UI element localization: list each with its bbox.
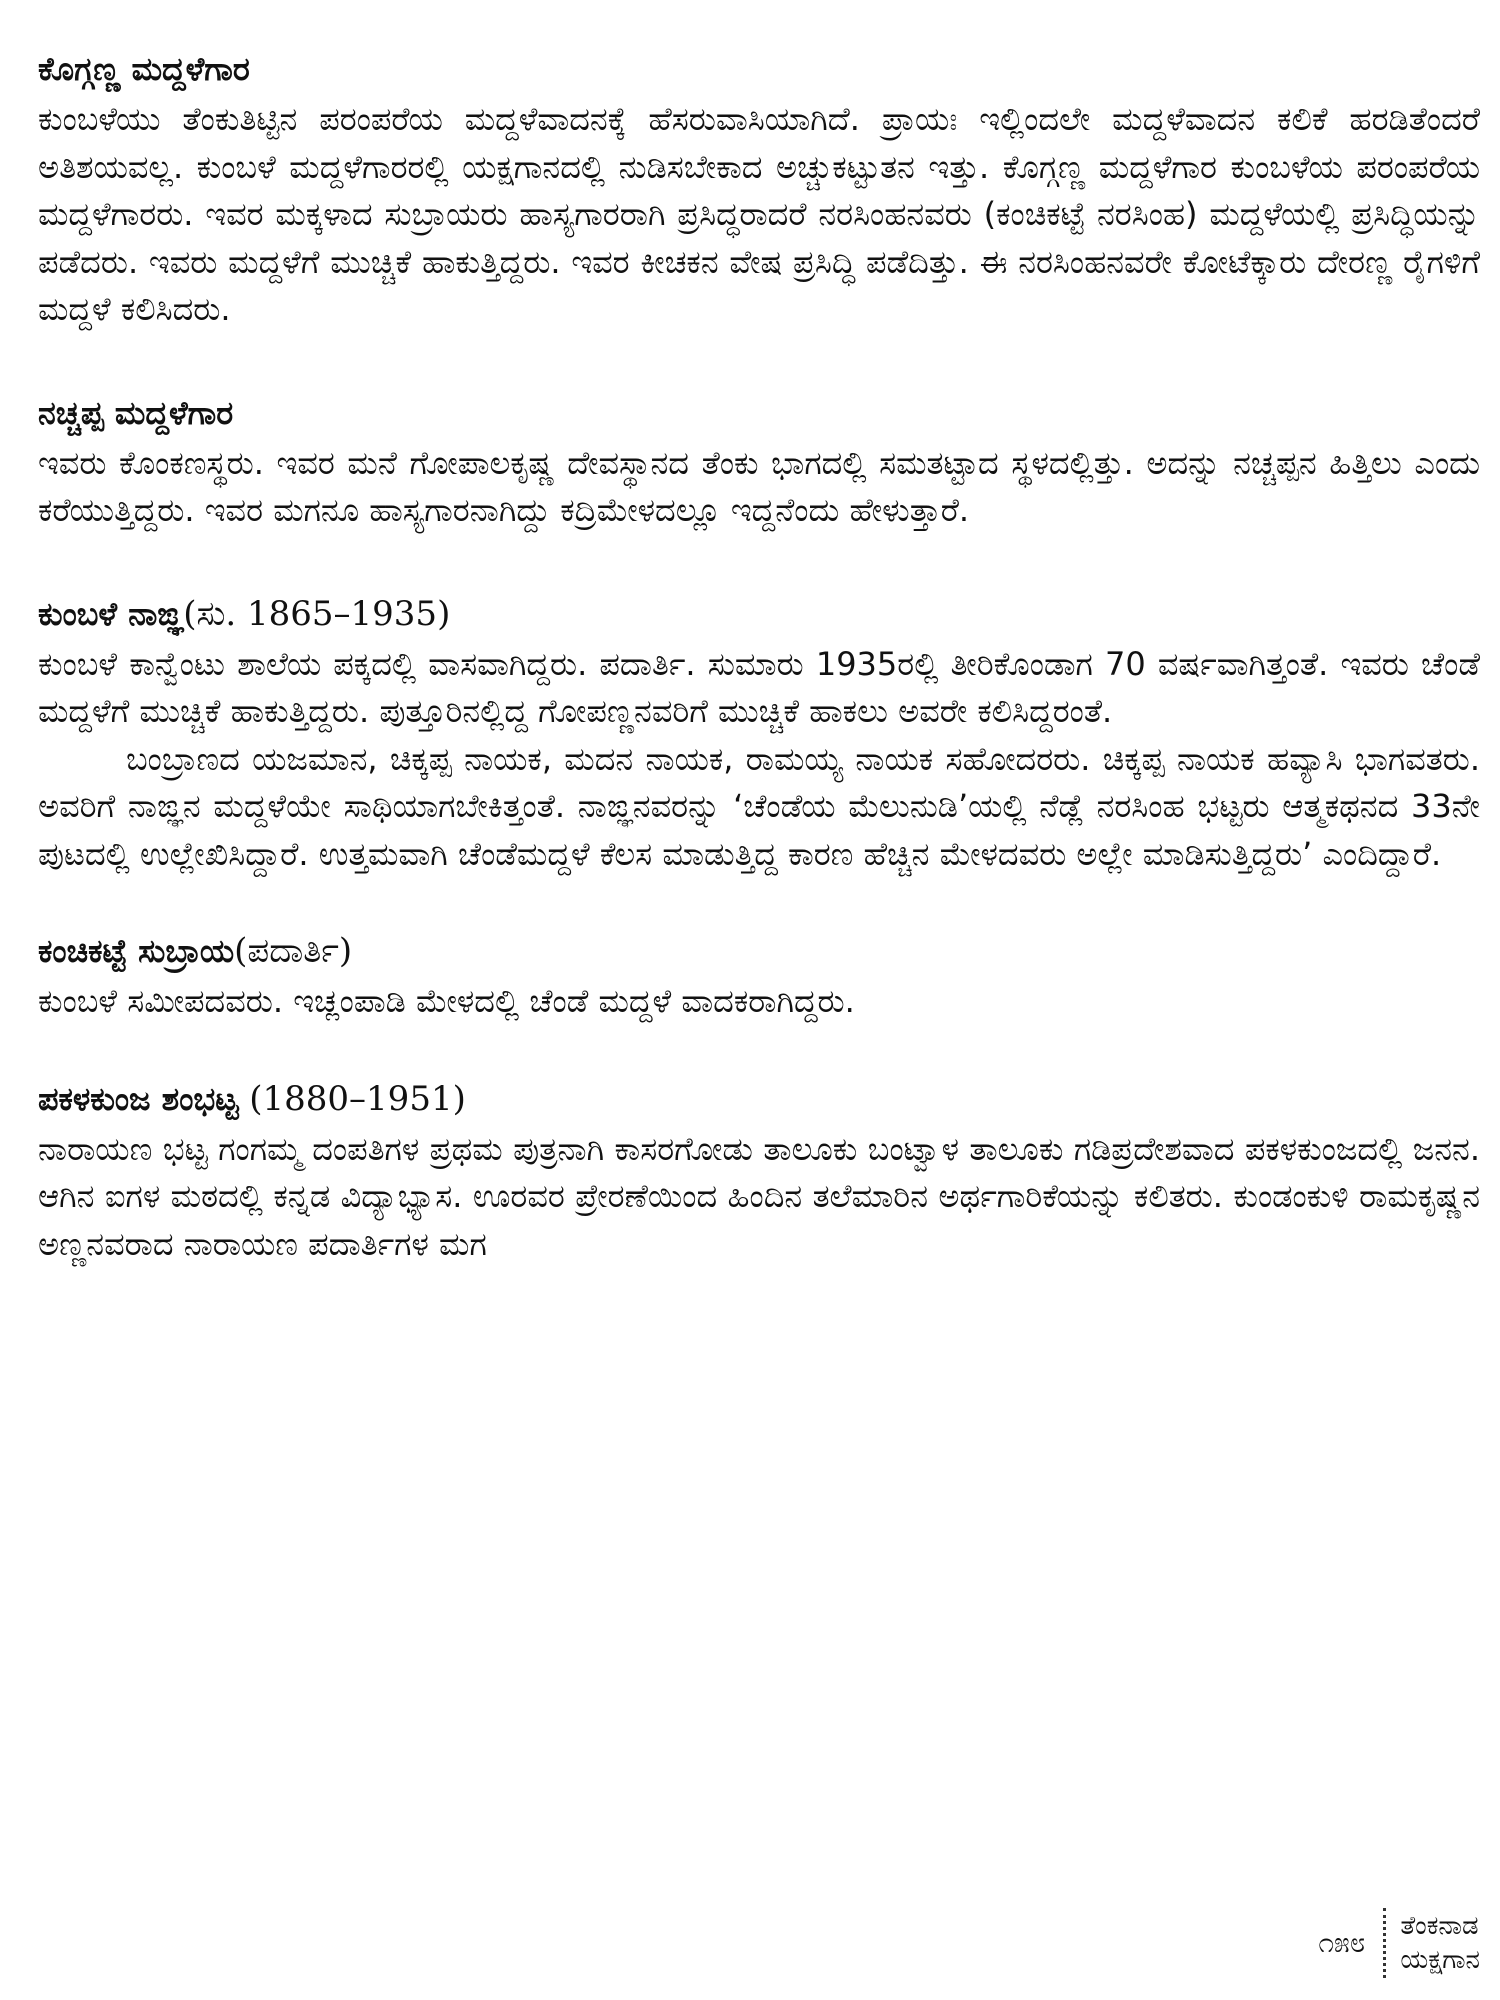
paragraph: ಇವರು ಕೊಂಕಣಸ್ಥರು. ಇವರ ಮನೆ ಗೋಪಾಲಕೃಷ್ಣ ದೇವಸ್ಥಾನದ ತೆಂಕು ಭಾಗದಲ್ಲಿ ಸಮತಟ್ಟಾದ ಸ್ಥಳದಲ್ಲಿತ್ತು. ಅದನ್ನು ನಚ್ಚಪ್ಪನ ಹಿತ್ತಿಲು ಎಂದು ಕರೆಯುತ್ತಿದ್ದರು. ಇವರ ಮಗನೂ ಹಾಸ್ಯಗಾರನಾಗಿದ್ದು ಕದ್ರಿಮೇಳದಲ್ಲೂ ಇದ್ದನೆಂದು ಹೇಳುತ್ತಾರೆ. <box>38 443 1480 529</box>
book-title <box>1400 1909 1480 1977</box>
paragraph: ಕುಂಬಳೆ ಸಮೀಪದವರು. ಇಚ್ಲಂಪಾಡಿ ಮೇಳದಲ್ಲಿ ಚೆಂಡೆ ಮದ್ದಳೆ ವಾದಕರಾಗಿದ್ದರು. <box>38 982 855 1020</box>
section-koggannna <box>38 48 1480 334</box>
section-kanchikatte-subraya <box>38 930 1480 1026</box>
heading-name: ಕುಂಬಳೆ ನಾಙ್ಞ <box>38 594 184 633</box>
section-heading <box>38 930 1480 972</box>
section-heading <box>38 593 1480 635</box>
section-nachchappa <box>38 392 1480 535</box>
section-pakalakunja-shambhatta <box>38 1078 1480 1269</box>
paragraph: ನಾರಾಯಣ ಭಟ್ಟ ಗಂಗಮ್ಮ ದಂಪತಿಗಳ ಪ್ರಥಮ ಪುತ್ರನಾಗಿ ಕಾಸರಗೋಡು ತಾಲೂಕು ಬಂಟ್ವಾಳ ತಾಲೂಕು ಗಡಿಪ್ರದೇಶವಾದ ಪಕಳಕುಂಜದಲ್ಲಿ ಜನನ. ಆಗಿನ ಐಗಳ ಮಠದಲ್ಲಿ ಕನ್ನಡ ವಿದ್ಯಾಭ್ಯಾಸ. ಊರವರ ಪ್ರೇರಣೆಯಿಂದ ಹಿಂದಿನ ತಲೆಮಾರಿನ ಅರ್ಥಗಾರಿಕೆಯನ್ನು ಕಲಿತರು. ಕುಂಡಂಕುಳಿ ರಾಮಕೃಷ್ಣನ ಅಣ್ಣನವರಾದ ನಾರಾಯಣ ಪದಾರ್ತಿಗಳ ಮಗ <box>38 1129 1480 1263</box>
heading-name: ಕೊಗ್ಗಣ್ಣ ಮದ್ದಳೆಗಾರ <box>38 50 250 88</box>
section-heading <box>38 48 1480 90</box>
heading-name: ಕಂಚಿಕಟ್ಟೆ ಸುಬ್ರಾಯ <box>38 932 235 970</box>
section-heading <box>38 392 1480 434</box>
page-footer <box>1318 1908 1480 1978</box>
heading-years: (1880–1951) <box>238 1078 466 1119</box>
heading-name: ನಚ್ಚಪ್ಪ ಮದ್ದಳೆಗಾರ <box>38 393 234 432</box>
paragraph: ಬಂಬ್ರಾಣದ ಯಜಮಾನ, ಚಿಕ್ಕಪ್ಪ ನಾಯಕ, ಮದನ ನಾಯಕ, ರಾಮಯ್ಯ ನಾಯಕ ಸಹೋದರರು. ಚಿಕ್ಕಪ್ಪ ನಾಯಕ ಹವ್ಯಾಸಿ ಭಾಗವತರು. ಅವರಿಗೆ ನಾಙ್ಞನ ಮದ್ದಳೆಯೇ ಸಾಥಿಯಾಗಬೇಕಿತ್ತಂತೆ. ನಾಙ್ಞನವರನ್ನು ‘ಚೆಂಡೆಯ ಮೆಲುನುಡಿ’ಯಲ್ಲಿ ನೆಡ್ಲೆ ನರಸಿಂಹ ಭಟ್ಟರು ಆತ್ಮಕಥನದ 33ನೇ ಪುಟದಲ್ಲಿ ಉಲ್ಲೇಖಿಸಿದ್ದಾರೆ. ಉತ್ತಮವಾಗಿ ಚೆಂಡೆಮದ್ದಳೆ ಕೆಲಸ ಮಾಡುತ್ತಿದ್ದ ಕಾರಣ ಹೆಚ್ಚಿನ ಮೇಳದವರು ಅಲ್ಲೇ ಮಾಡಿಸುತ್ತಿದ್ದರು’ ಎಂದಿದ್ದಾರೆ. <box>38 739 1480 873</box>
heading-years: (ಪದಾರ್ತಿ) <box>234 931 353 971</box>
book-title-line1: ತೆಂಕನಾಡ <box>1400 1911 1479 1941</box>
page-body <box>38 48 1480 1268</box>
heading-years: (ಸು. 1865–1935) <box>183 593 451 634</box>
paragraph: ಕುಂಬಳೆಯು ತೆಂಕುತಿಟ್ಟಿನ ಪರಂಪರೆಯ ಮದ್ದಳೆವಾದನಕ್ಕೆ ಹೆಸರುವಾಸಿಯಾಗಿದೆ. ಪ್ರಾಯಃ ಇಲ್ಲಿಂದಲೇ ಮದ್ದಳೆವಾದನ ಕಲಿಕೆ ಹರಡಿತೆಂದರೆ ಅತಿಶಯವಲ್ಲ. ಕುಂಬಳೆ ಮದ್ದಳೆಗಾರರಲ್ಲಿ ಯಕ್ಷಗಾನದಲ್ಲಿ ನುಡಿಸಬೇಕಾದ ಅಚ್ಚುಕಟ್ಟುತನ ಇತ್ತು. ಕೊಗ್ಗಣ್ಣ ಮದ್ದಳೆಗಾರ ಕುಂಬಳೆಯ ಪರಂಪರೆಯ ಮದ್ದಳೆಗಾರರು. ಇವರ ಮಕ್ಕಳಾದ ಸುಬ್ರಾಯರು ಹಾಸ್ಯಗಾರರಾಗಿ ಪ್ರಸಿದ್ಧರಾದರೆ ನರಸಿಂಹನವರು (ಕಂಚಿಕಟ್ಟೆ ನರಸಿಂಹ) ಮದ್ದಳೆಯಲ್ಲಿ ಪ್ರಸಿದ್ಧಿಯನ್ನು ಪಡೆದರು. ಇವರು ಮದ್ದಳೆಗೆ ಮುಚ್ಚಿಕೆ ಹಾಕುತ್ತಿದ್ದರು. ಇವರ ಕೀಚಕನ ವೇಷ ಪ್ರಸಿದ್ಧಿ ಪಡೆದಿತ್ತು. ಈ ನರಸಿಂಹನವರೇ ಕೋಟೆಕ್ಕಾರು ದೇರಣ್ಣ ರೈಗಳಿಗೆ ಮದ್ದಳೆ ಕಲಿಸಿದರು. <box>38 100 1480 328</box>
footer-divider <box>1383 1908 1386 1978</box>
section-kumbale-naagna <box>38 593 1480 879</box>
section-heading <box>38 1078 1480 1120</box>
book-title-line2: ಯಕ್ಷಗಾನ <box>1400 1945 1480 1975</box>
heading-name: ಪಕಳಕುಂಜ ಶಂಭಟ್ಟ <box>38 1079 239 1118</box>
paragraph: ಕುಂಬಳೆ ಕಾನ್ವೆಂಟು ಶಾಲೆಯ ಪಕ್ಕದಲ್ಲಿ ವಾಸವಾಗಿದ್ದರು. ಪದಾರ್ತಿ. ಸುಮಾರು 1935ರಲ್ಲಿ ತೀರಿಕೊಂಡಾಗ 70 ವರ್ಷವಾಗಿತ್ತಂತೆ. ಇವರು ಚೆಂಡೆ ಮದ್ದಳೆಗೆ ಮುಚ್ಚಿಕೆ ಹಾಕುತ್ತಿದ್ದರು. ಪುತ್ತೂರಿನಲ್ಲಿದ್ದ ಗೋಪಣ್ಣನವರಿಗೆ ಮುಚ್ಚಿಕೆ ಹಾಕಲು ಅವರೇ ಕಲಿಸಿದ್ದರಂತೆ. <box>38 644 1480 730</box>
page-number: ೧೫೮ <box>1318 1926 1366 1959</box>
